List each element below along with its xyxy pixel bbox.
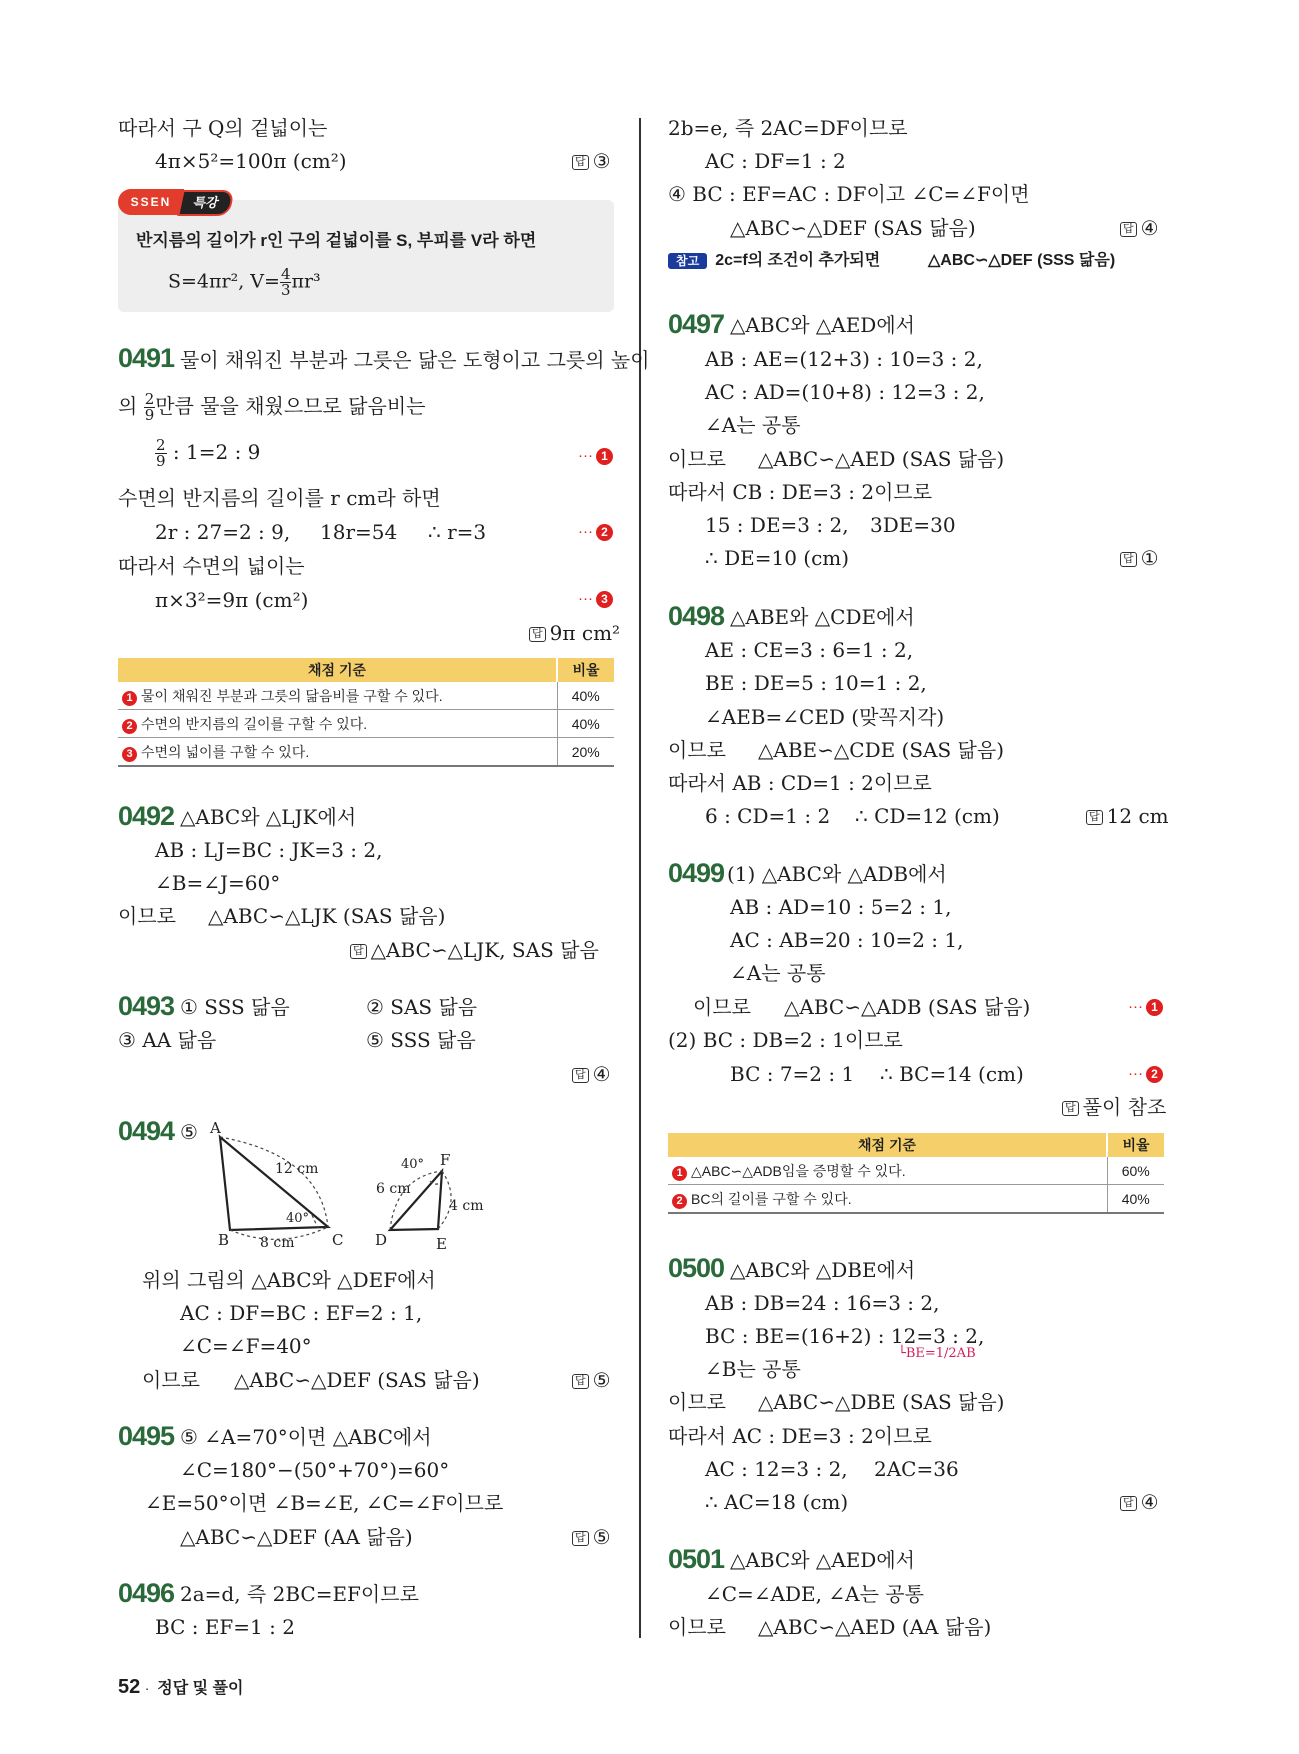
table-header: 비율 [1107, 1133, 1164, 1157]
ssen-badge: SSEN [118, 189, 184, 215]
fraction: $\frac{4}{3}$ [280, 265, 291, 299]
reference-note: 참고 2c=f의 조건이 추가되면 [668, 253, 880, 269]
equation: ∴ r=3 [428, 520, 487, 544]
label-angle-c: 40° [286, 1211, 310, 1226]
text-line: ④ BC : EF=AC : DF이고 ∠C=∠F이면 [668, 182, 1030, 206]
table-row: 1 물이 채워진 부분과 그릇의 닮음비를 구할 수 있다. 40% [118, 682, 614, 710]
equation: 18r=54 [320, 520, 398, 544]
label-fe: 4 cm [449, 1198, 484, 1214]
text-line: 따라서 수면의 넓이는 [118, 554, 305, 578]
vertex-f: F [440, 1151, 451, 1169]
equation: ∴ AC=18 (cm) [705, 1490, 849, 1514]
equation: π×3²=9π (cm²) [155, 588, 309, 612]
text-line: 따라서 구 Q의 겉넓이는 [118, 116, 328, 140]
choice: ② SAS 닮음 [366, 995, 478, 1019]
equation: 6 : CD=1 : 2 [705, 804, 831, 828]
text-line: △ABC와 △AED에서 [730, 1548, 915, 1572]
equation: △ABC∽△AED (AA 닮음) [758, 1615, 992, 1639]
text-line: 의 $\frac{2}{9}$ 만큼 물을 채웠으므로 닮음비는 [118, 390, 426, 424]
table-row: 2 BC의 길이를 구할 수 있다. 40% [668, 1185, 1164, 1214]
label-angle-f: 40° [401, 1157, 425, 1172]
equation: 2AC=36 [874, 1457, 959, 1481]
step-marker: ··· 1 [578, 448, 613, 465]
text-line: △ABC와 △LJK에서 [180, 805, 357, 829]
text-line: △ABE와 △CDE에서 [730, 605, 915, 629]
text-line: 이므로 [668, 1390, 726, 1414]
answer-label: 답 ③ [572, 151, 611, 171]
tip-badge [118, 189, 232, 215]
equation: BE : DE=5 : 10=1 : 2, [705, 671, 927, 695]
answer-label: 답 ⑤ [572, 1527, 611, 1547]
equation: △ABC∽△ADB (SAS 닮음) [784, 995, 1031, 1019]
step-marker: ··· 1 [1128, 999, 1163, 1016]
equation: 3DE=30 [870, 513, 956, 537]
text-line: 따라서 AC : DE=3 : 2이므로 [668, 1424, 932, 1448]
equation: ∠C=∠ADE, ∠A는 공통 [705, 1582, 924, 1606]
equation: ∠C=∠F=40° [180, 1334, 312, 1358]
equation: △ABC∽△LJK (SAS 닮음) [208, 904, 446, 928]
equation: AC : 12=3 : 2, [705, 1457, 848, 1481]
page-footer: 52 · 정답 및 풀이 [118, 1676, 244, 1698]
footer-label: 정답 및 풀이 [157, 1680, 244, 1697]
vertex-a: A [210, 1119, 221, 1137]
equation: AB : DB=24 : 16=3 : 2, [705, 1291, 940, 1315]
label-bc: 8 cm [260, 1235, 295, 1250]
text-line: 위의 그림의 △ABC와 △DEF에서 [142, 1268, 436, 1292]
problem-number: 0501 [668, 1544, 725, 1574]
equation: △ABC∽△AED (SAS 닮음) [758, 447, 1005, 471]
text-line: △ABC와 △AED에서 [730, 313, 915, 337]
scoring-table [668, 1133, 1164, 1214]
tip-formula: S=4πr², V= $\frac{4}{3}$ πr³ [168, 265, 321, 299]
problem-number: 0496 [118, 1578, 175, 1608]
equation: △ABC∽△DEF (SAS 닮음) [730, 216, 976, 240]
problem-number: 0491 [118, 343, 175, 373]
equation: AB : LJ=BC : JK=3 : 2, [155, 838, 383, 862]
equation: AE : CE=3 : 6=1 : 2, [705, 638, 914, 662]
equation: △ABC∽△DBE (SAS 닮음) [758, 1390, 1005, 1414]
equation: AC : DF=BC : EF=2 : 1, [180, 1301, 423, 1325]
special-lecture-badge: 특강 [177, 190, 235, 216]
text-line: (2) BC : DB=2 : 1이므로 [668, 1028, 903, 1052]
equation: ∴ CD=12 (cm) [855, 804, 1000, 828]
choice: ⑤ SSS 닮음 [366, 1028, 476, 1052]
table-header: 채점 기준 [118, 658, 557, 682]
text-line: 이므로 [142, 1368, 200, 1392]
text-line: 이므로 [668, 1615, 726, 1639]
equation: BC : 7=2 : 1 [730, 1062, 855, 1086]
problem-number: 0495 [118, 1421, 175, 1451]
text-line: 따라서 CB : DE=3 : 2이므로 [668, 480, 933, 504]
equation: △ABE∽△CDE (SAS 닮음) [758, 738, 1005, 762]
text-line: 수면의 반지름의 길이를 r cm라 하면 [118, 486, 441, 510]
text-line: ∠E=50°이면 ∠B=∠E, ∠C=∠F이므로 [145, 1491, 504, 1515]
equation: ∴ BC=14 (cm) [880, 1062, 1024, 1086]
table-row: 1 △ABC∽△ADB임을 증명할 수 있다. 60% [668, 1157, 1164, 1185]
answer-label: 답 ④ [572, 1064, 611, 1084]
text-line: 따라서 AB : CD=1 : 2이므로 [668, 771, 932, 795]
text-line: ⑤ ∠A=70°이면 △ABC에서 [180, 1425, 432, 1449]
table-header: 채점 기준 [668, 1133, 1107, 1157]
text-line: 이므로 [118, 904, 176, 928]
equation: AC : DF=1 : 2 [705, 149, 846, 173]
equation: ∠A는 공통 [705, 413, 801, 437]
answer-label: 답 △ABC∽△LJK, SAS 닮음 [350, 940, 599, 960]
equation: AC : AD=(10+8) : 12=3 : 2, [705, 380, 985, 404]
equation: AB : AE=(12+3) : 10=3 : 2, [705, 347, 983, 371]
problem-number: 0499 [668, 858, 725, 888]
text-line: 2a=d, 즉 2BC=EF이므로 [180, 1582, 419, 1606]
hint-annotation: └BE=1/2AB [898, 1346, 976, 1361]
equation: $\frac{2}{9}$ : 1=2 : 9 [156, 436, 261, 470]
text-line: 이므로 [668, 447, 726, 471]
vertex-d: D [375, 1231, 388, 1249]
answer-label: 답 9π cm² [529, 623, 620, 643]
problem-number: 0497 [668, 309, 725, 339]
equation: ∠B=∠J=60° [155, 871, 281, 895]
step-marker: ··· 2 [578, 524, 613, 541]
equation: △ABC∽△DEF (SAS 닮음) [234, 1368, 480, 1392]
equation: AB : AD=10 : 5=2 : 1, [730, 895, 952, 919]
equation: ∠B는 공통 [705, 1357, 801, 1381]
page-number: 52 [118, 1676, 141, 1698]
problem-number: 0494 [118, 1116, 175, 1146]
problem-number: 0500 [668, 1253, 725, 1283]
fraction: $\frac{2}{9}$ [156, 436, 166, 470]
vertex-c: C [332, 1231, 344, 1249]
scoring-table [118, 658, 614, 767]
fraction: $\frac{2}{9}$ [144, 390, 155, 424]
equation: 15 : DE=3 : 2, [705, 513, 849, 537]
answer-label: 답 ④ [1120, 218, 1159, 238]
equation: ∠A는 공통 [730, 961, 826, 985]
table-header: 비율 [557, 658, 614, 682]
triangle-abc [220, 1137, 328, 1230]
choice: ① SSS 닮음 [180, 995, 290, 1019]
problem-number: 0498 [668, 601, 725, 631]
vertex-b: B [218, 1231, 230, 1249]
equation: 4π×5²=100π (cm²) [155, 149, 347, 173]
text-line: 물이 채워진 부분과 그릇은 닮은 도형이고 그릇의 높이 [180, 348, 650, 372]
label-df: 6 cm [376, 1181, 411, 1197]
equation: ∴ DE=10 (cm) [705, 546, 850, 570]
reference-note: △ABC∽△DEF (SSS 닮음) [928, 252, 1116, 269]
step-marker: ··· 2 [1128, 1066, 1163, 1083]
equation: BC : EF=1 : 2 [155, 1615, 295, 1639]
equation: AC : AB=20 : 10=2 : 1, [730, 928, 964, 952]
answer-label: 답 ① [1120, 548, 1159, 568]
tip-text: 반지름의 길이가 r인 구의 겉넓이를 S, 부피를 V라 하면 [136, 231, 537, 250]
text-line: 이므로 [693, 995, 751, 1019]
label-ac: 12 cm [275, 1161, 319, 1177]
triangle-figure [200, 1115, 500, 1250]
answer-label: 답 ④ [1120, 1492, 1159, 1512]
answer-label: 답 12 cm [1086, 806, 1169, 826]
equation: ∠AEB=∠CED (맞꼭지각) [705, 705, 945, 729]
text-line: △ABC와 △DBE에서 [730, 1258, 916, 1282]
equation: ∠C=180°−(50°+70°)=60° [180, 1458, 450, 1482]
answer-label: 답 ⑤ [572, 1370, 611, 1390]
choice: ⑤ [180, 1120, 198, 1144]
step-marker: ··· 3 [578, 591, 613, 608]
table-row: 3 수면의 넓이를 구할 수 있다. 20% [118, 738, 614, 767]
text-line: 이므로 [668, 738, 726, 762]
answer-label: 답 풀이 참조 [1062, 1097, 1166, 1117]
text-line: (1) △ABC와 △ADB에서 [727, 862, 947, 886]
table-row: 2 수면의 반지름의 길이를 구할 수 있다. 40% [118, 710, 614, 738]
choice: ③ AA 닮음 [118, 1028, 217, 1052]
equation: BC : BE=(16+2) : 12=3 : 2, [705, 1324, 985, 1348]
problem-number: 0492 [118, 801, 175, 831]
equation: △ABC∽△DEF (AA 닮음) [180, 1525, 413, 1549]
problem-number: 0493 [118, 991, 175, 1021]
text-line: 2b=e, 즉 2AC=DF이므로 [668, 116, 908, 140]
equation: 2r : 27=2 : 9, [155, 520, 291, 544]
vertex-e: E [436, 1235, 447, 1250]
column-divider [639, 118, 641, 1638]
